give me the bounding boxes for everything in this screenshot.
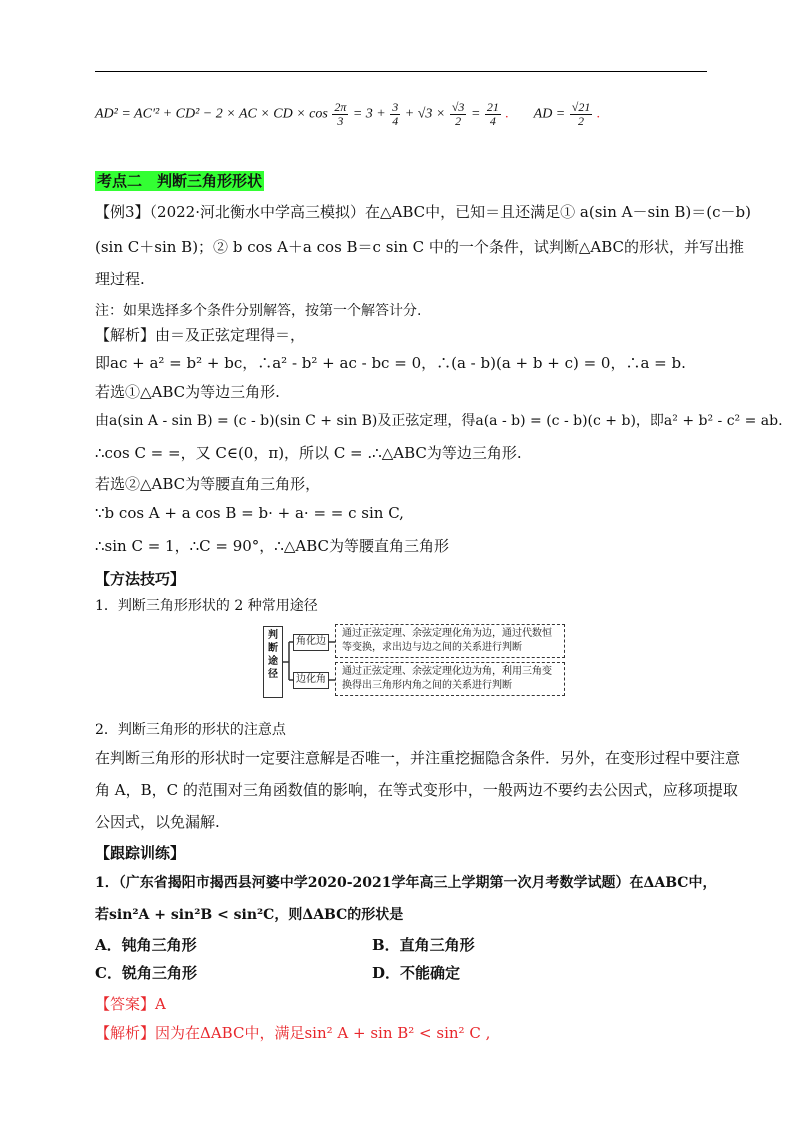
header-rule: [95, 71, 707, 72]
solution-line3: 若选①△ABC为等边三角形.: [95, 383, 280, 401]
formula-mid1: = 3 +: [352, 106, 386, 122]
solution-line8: ∴sin C = 1，∴C = 90°，∴△ABC为等腰直角三角形: [95, 537, 449, 555]
frac-21-4: $\frac{21}{4}$: [486, 100, 499, 128]
formula-lhs: AD² = AC′² + CD² − 2 × AC × CD × cos: [95, 106, 328, 122]
solution-line6: 若选②△ABC为等腰直角三角形，: [95, 475, 321, 493]
diagram-desc2: 通过正弦定理、余弦定理化边为角，利用三角变 换得出三角形内角之间的关系进行判断: [335, 662, 565, 696]
option-c: C．锐角三角形: [95, 964, 197, 982]
diagram-desc1: 通过正弦定理、余弦定理化角为边，通过代数恒 等变换，求出边与边之间的关系进行判断: [335, 624, 565, 658]
frac-2pi-3: $\frac{2\pi}{3}$: [334, 100, 347, 128]
diagram-root: 判 断 途 径: [263, 626, 283, 698]
example-line3: 理过程.: [95, 270, 145, 288]
option-b: B．直角三角形: [372, 936, 475, 954]
formula-dot2: .: [596, 106, 601, 122]
methods-para3: 公因式，以免漏解.: [95, 813, 220, 831]
example-note: 注：如果选择多个条件分别解答，按第一个解答计分.: [95, 303, 422, 319]
method-diagram: [263, 622, 568, 700]
answer-label: 【答案】A: [95, 995, 166, 1013]
solution-line5: ∴cos C = =，又 C∈(0，π)，所以 C = .∴△ABC为等边三角形.: [95, 444, 522, 462]
formula-mid2: + √3 ×: [404, 106, 446, 122]
solution-line4: 由a(sin A - sin B) = (c - b)(sin C + sin B)及正弦定理，得a(a - b) = (c - b)(c + b)，即a² + b² - c² = ab.: [95, 413, 783, 429]
solution-line1: 【解析】由＝及正弦定理得＝，: [95, 326, 306, 344]
solution-line7: ∵b cos A + a cos B = b· + a· = = c sin C,: [95, 504, 404, 522]
methods-item1: 1．判断三角形形状的 2 种常用途径: [95, 598, 318, 614]
frac-3-4: $\frac{3}{4}$: [392, 100, 399, 128]
practice-title: 【跟踪训练】: [95, 844, 186, 862]
example-line1: 【例3】（2022·河北衡水中学高三模拟）在△ABC中，已知＝且还满足① a(sin A－sin B)＝(c－b): [95, 203, 751, 221]
formula-mid3: =: [470, 106, 481, 122]
methods-para1: 在判断三角形的形状时一定要注意解是否唯一，并注重挖掘隐含条件．另外，在变形过程中要注意: [95, 749, 741, 767]
formula-line: [95, 101, 600, 128]
methods-para2: 角 A，B，C 的范围对三角函数值的影响，在等式变形中，一般两边不要约去公因式，应移项提取: [95, 781, 738, 799]
option-a: A．钝角三角形: [95, 936, 197, 954]
formula-ad-label: AD =: [533, 106, 566, 122]
frac-sqrt21-2: $\frac{√21}{2}$: [571, 100, 591, 128]
question1-line2: 若sin²A + sin²B < sin²C，则ΔABC的形状是: [95, 907, 404, 923]
methods-title: 【方法技巧】: [95, 570, 186, 588]
section-title: 考点二 判断三角形形状: [97, 172, 263, 190]
diagram-branch1: 角化边: [293, 634, 329, 651]
analysis-line: 【解析】因为在ΔABC中，满足sin² A + sin B² < sin² C ,: [95, 1024, 491, 1042]
solution-line2: 即ac + a² = b² + bc，∴a² - b² + ac - bc = 0，∴(a - b)(a + b + c) = 0，∴a = b.: [95, 354, 686, 372]
option-d: D．不能确定: [372, 964, 461, 982]
example-line2: (sin C＋sin B)；② b cos A＋a cos B＝c sin C 中的一个条件，试判断△ABC的形状，并写出推: [95, 238, 745, 256]
question1-line1: 1．（广东省揭阳市揭西县河婆中学2020-2021学年高三上学期第一次月考数学试题）在ΔABC中，: [95, 875, 717, 891]
frac-sqrt3-2: $\frac{√3}{2}$: [451, 100, 465, 128]
formula-dot1: .: [505, 106, 509, 122]
diagram-branch2: 边化角: [293, 672, 329, 689]
methods-item2: 2．判断三角形的形状的注意点: [95, 722, 286, 738]
